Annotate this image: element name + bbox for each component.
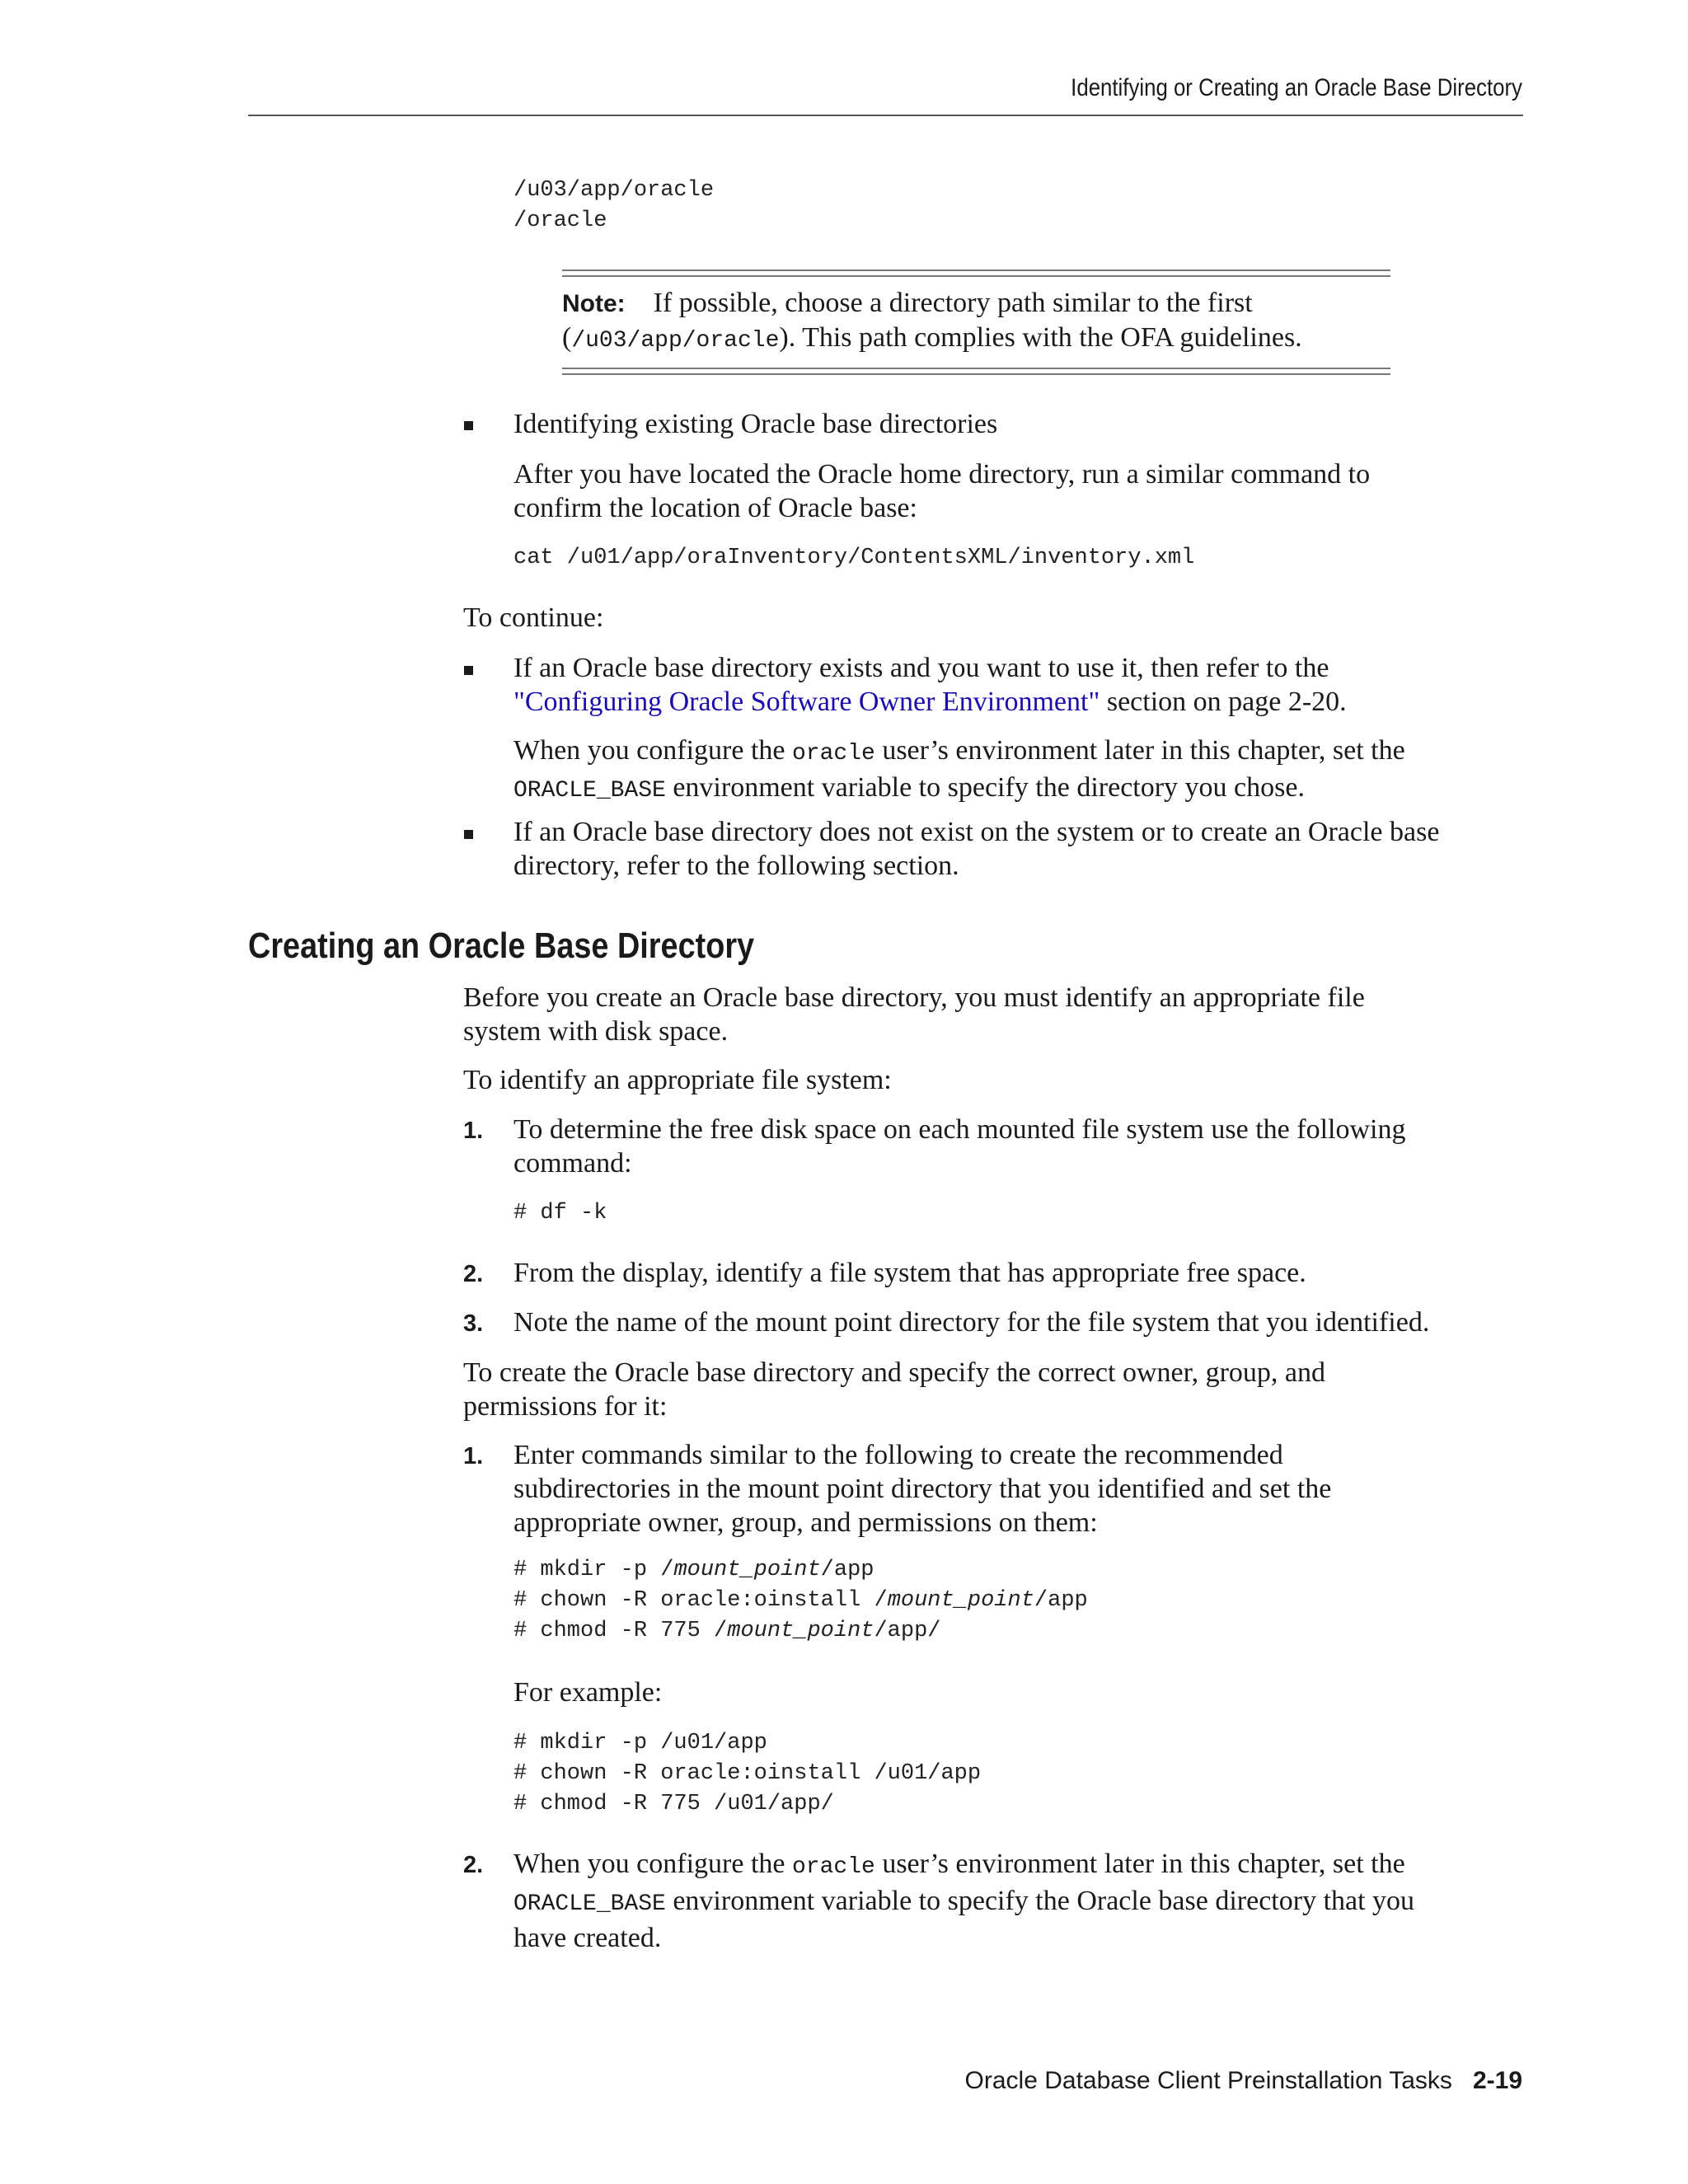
step-number: 2. — [463, 1261, 484, 1287]
step-text: Note the name of the mount point directory for the file system that you identified. — [513, 1307, 1430, 1338]
code-line: # chown -R oracle:oinstall /mount_point/app — [513, 1588, 1088, 1613]
note-text: Note: If possible, choose a directory path similar to the first (/u03/app/oracle). This path complies with the OFA guidelines. — [562, 288, 1302, 354]
step-number: 1. — [463, 1118, 484, 1144]
note-box — [562, 269, 1390, 377]
inline-code: oracle — [792, 741, 875, 766]
paragraph: Before you create an Oracle base directory, you must identify an appropriate file system with disk space. — [463, 982, 1365, 1047]
step-text: When you configure the oracle user’s environment later in this chapter, set the ORACLE_BASE environment variable to specify the Oracle base directory that you have created. — [513, 1849, 1415, 1953]
configuring-environment-link[interactable]: "Configuring Oracle Software Owner Environment" — [513, 687, 1100, 717]
code-line: /oracle — [513, 209, 607, 233]
step-number: 3. — [463, 1310, 484, 1337]
footer-book-title: Oracle Database Client Preinstallation Tasks — [964, 2067, 1452, 2094]
inline-code: oracle — [792, 1854, 875, 1880]
note-bottom-rule — [562, 368, 1390, 369]
note-top-rule — [562, 275, 1390, 277]
code-line: # chmod -R 775 /u01/app/ — [513, 1792, 834, 1816]
paragraph: When you configure the oracle user’s environment later in this chapter, set the ORACLE_BASE environment variable to specify the directory you chose. — [513, 735, 1405, 804]
code-line: # mkdir -p /u01/app — [513, 1731, 767, 1755]
step-text: To determine the free disk space on each mounted file system use the following command: — [513, 1114, 1406, 1179]
note-bottom-rule — [562, 373, 1390, 375]
step-number: 2. — [463, 1852, 484, 1878]
inline-code: ORACLE_BASE — [513, 1891, 666, 1917]
step-text: From the display, identify a file system that has appropriate free space. — [513, 1258, 1306, 1288]
section-heading: Creating an Oracle Base Directory — [248, 926, 755, 966]
paragraph: After you have located the Oracle home directory, run a similar command to confirm the location of Oracle base: — [513, 459, 1371, 523]
code-line: # df -k — [513, 1201, 607, 1226]
running-header: Identifying or Creating an Oracle Base Directory — [1071, 74, 1522, 101]
inline-code: ORACLE_BASE — [513, 778, 666, 804]
paragraph: To continue: — [463, 602, 604, 633]
step-text: Enter commands similar to the following to create the recommended subdirectories in the mount point directory that you identified and set the appropriate owner, group, and permissions on them: — [513, 1440, 1332, 1538]
code-line: # chown -R oracle:oinstall /u01/app — [513, 1761, 982, 1786]
list-item: If an Oracle base directory exists and you want to use it, then refer to the "Configuring Oracle Software Owner Environment" section on page 2-20. — [513, 653, 1347, 717]
note-label: Note: — [562, 290, 626, 317]
list-item: If an Oracle base directory does not exist on the system or to create an Oracle base directory, refer to the following section. — [513, 817, 1440, 881]
bullet-icon — [464, 666, 473, 675]
code-line: cat /u01/app/oraInventory/ContentsXML/inventory.xml — [513, 546, 1195, 570]
code-line: # chmod -R 775 /mount_point/app/ — [513, 1619, 941, 1643]
note-top-rule — [562, 269, 1390, 271]
note-text-line1: If possible, choose a directory path similar to the first — [653, 288, 1253, 318]
bullet-icon — [464, 421, 473, 430]
code-line: # mkdir -p /mount_point/app — [513, 1558, 874, 1582]
code-line: /u03/app/oracle — [513, 178, 715, 203]
list-item: Identifying existing Oracle base directories — [513, 409, 998, 439]
step-number: 1. — [463, 1443, 484, 1469]
paragraph: For example: — [513, 1677, 663, 1708]
footer — [965, 2067, 1522, 2095]
note-code: /u03/app/oracle — [571, 328, 780, 354]
bullet-icon — [464, 830, 473, 839]
paragraph: To identify an appropriate file system: — [463, 1065, 892, 1095]
page-number: 2-19 — [1472, 2067, 1522, 2094]
header-rule — [248, 115, 1523, 116]
paragraph: To create the Oracle base directory and specify the correct owner, group, and permissions for it: — [463, 1357, 1325, 1422]
